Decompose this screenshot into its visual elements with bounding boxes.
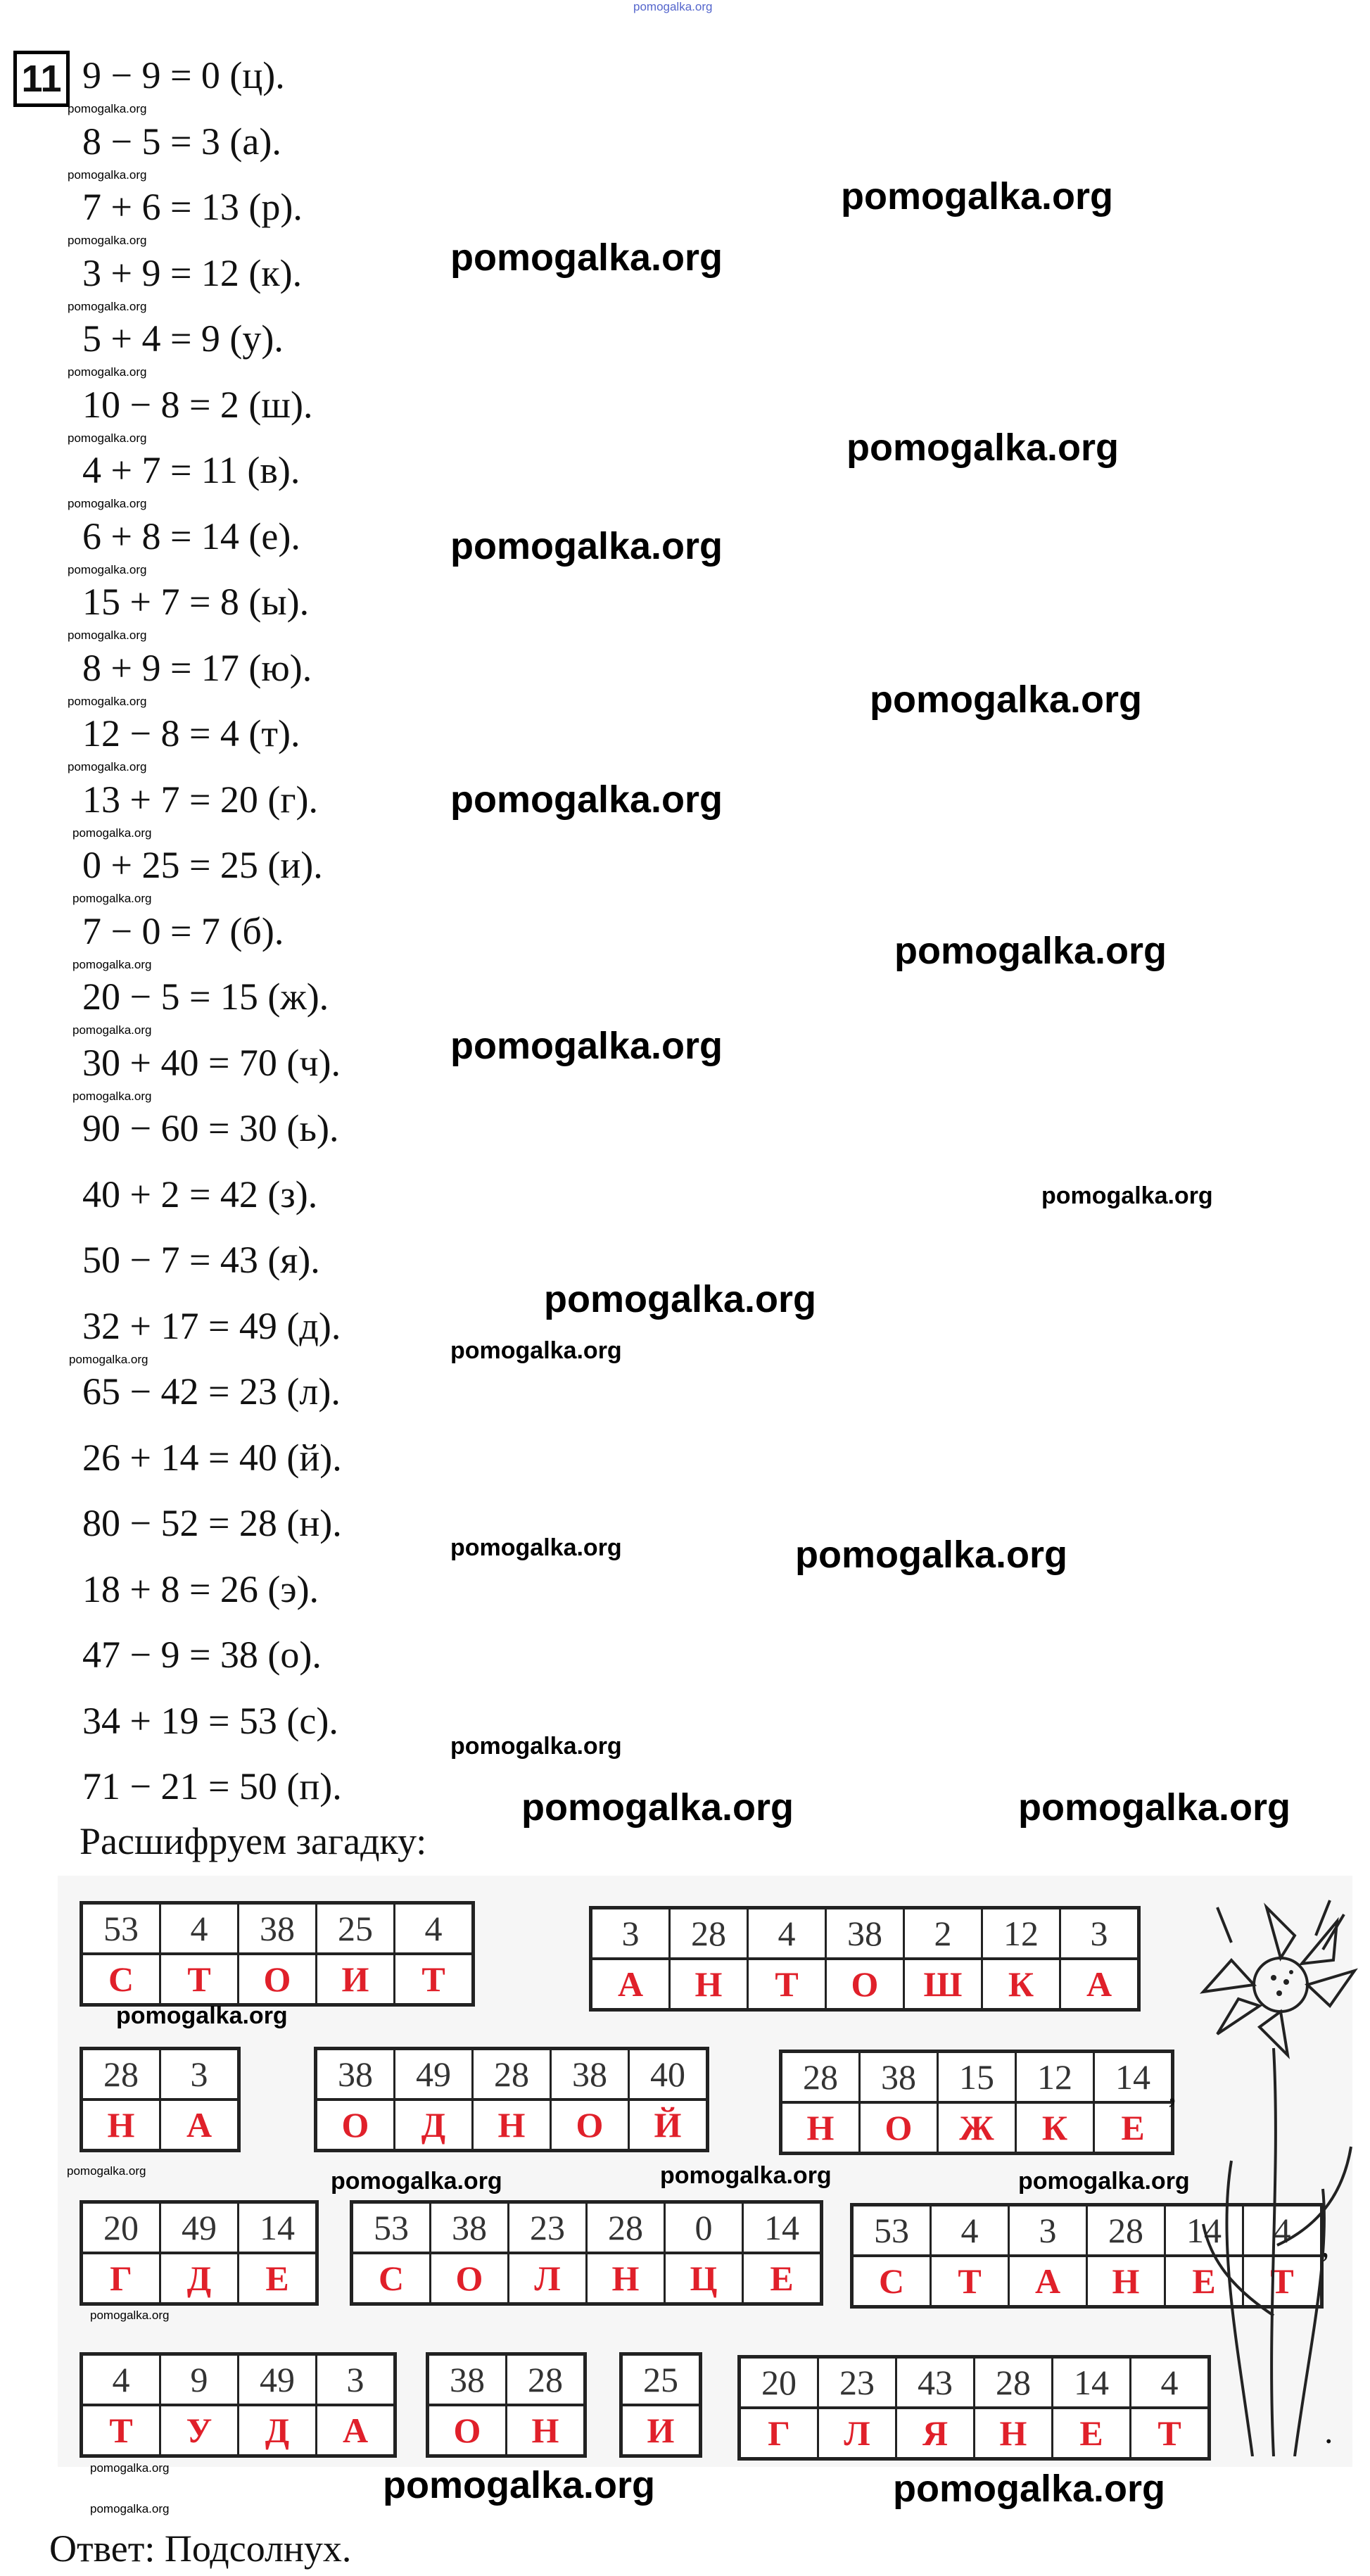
watermark-text: pomogalka.org <box>1018 1786 1291 1829</box>
watermark-text: pomogalka.org <box>68 168 147 182</box>
watermark-text: pomogalka.org <box>90 2309 170 2322</box>
cell-number: 40 <box>630 2050 706 2101</box>
equation-line: 10 − 8 = 2 (ш). <box>82 383 313 426</box>
equation-line: 34 + 19 = 53 (с). <box>82 1699 338 1742</box>
cell-number: 2 <box>905 1909 981 1960</box>
puzzle-cell <box>317 2050 393 2149</box>
cell-letter: Д <box>186 2259 212 2298</box>
watermark-text: pomogalka.org <box>72 1089 152 1103</box>
puzzle-word <box>80 2352 397 2458</box>
watermark-text: pomogalka.org <box>68 299 147 313</box>
cell-letter: Н <box>611 2259 640 2298</box>
watermark-text: pomogalka.org <box>68 234 147 247</box>
cell-number: 38 <box>429 2356 505 2406</box>
puzzle-cell <box>353 2204 429 2302</box>
task-number: 11 <box>13 51 70 107</box>
cell-letter: О <box>455 2259 483 2298</box>
cell-letter: А <box>1086 1964 1112 2004</box>
puzzle-cell <box>973 2359 1051 2457</box>
puzzle-cell <box>237 2356 315 2454</box>
puzzle-cell <box>903 1909 981 2008</box>
cell-number: 38 <box>431 2204 507 2254</box>
watermark-text: pomogalka.org <box>331 2168 502 2195</box>
punctuation-mark: , <box>1168 2070 1177 2109</box>
watermark-text: pomogalka.org <box>521 1786 794 1829</box>
cell-letter: Н <box>1112 2261 1140 2301</box>
cell-number: 3 <box>1061 1909 1137 1960</box>
cell-number: 4 <box>749 1909 825 1960</box>
cell-number: 28 <box>975 2359 1051 2409</box>
cell-number: 38 <box>317 2050 393 2101</box>
puzzle-cell <box>930 2206 1008 2305</box>
header-watermark: pomogalka.org <box>633 0 713 13</box>
cell-number: 12 <box>1017 2053 1093 2104</box>
puzzle-cell <box>664 2204 742 2302</box>
puzzle-cell <box>83 2050 159 2149</box>
cell-letter: К <box>1041 2108 1068 2147</box>
watermark-text: pomogalka.org <box>1018 2168 1190 2195</box>
puzzle-cell <box>1093 2053 1171 2152</box>
puzzle-word <box>350 2200 823 2306</box>
puzzle-cell <box>854 2206 930 2305</box>
puzzle-word <box>426 2352 587 2458</box>
cell-letter: Т <box>1157 2413 1181 2453</box>
equation-line: 4 + 7 = 11 (в). <box>82 449 300 491</box>
cell-number: 43 <box>897 2359 973 2409</box>
watermark-text: pomogalka.org <box>870 678 1143 721</box>
puzzle-word <box>737 2355 1211 2461</box>
equation-line: 26 + 14 = 40 (й). <box>82 1436 342 1479</box>
puzzle-cell <box>315 2356 393 2454</box>
puzzle-cell <box>159 1905 237 2003</box>
puzzle-cell <box>159 2356 237 2454</box>
equation-line: 7 + 6 = 13 (р). <box>82 186 303 228</box>
watermark-text: pomogalka.org <box>450 236 723 279</box>
cell-letter: У <box>186 2411 213 2450</box>
cell-letter: Е <box>1121 2108 1145 2147</box>
puzzle-word <box>589 1906 1141 2012</box>
cell-number: 4 <box>395 1905 471 1955</box>
cell-number: 25 <box>623 2356 699 2406</box>
watermark-text: pomogalka.org <box>841 175 1114 217</box>
cell-letter: Г <box>110 2259 132 2298</box>
cell-number: 28 <box>507 2356 583 2406</box>
puzzle-cell <box>315 1905 393 2003</box>
cell-letter: Н <box>497 2105 526 2145</box>
cell-number: 12 <box>983 1909 1059 1960</box>
cell-number: 38 <box>239 1905 315 1955</box>
puzzle-word <box>619 2352 702 2458</box>
watermark-text: pomogalka.org <box>1041 1182 1213 1209</box>
puzzle-cell <box>237 2204 315 2302</box>
cell-letter: Т <box>109 2411 133 2450</box>
puzzle-cell <box>1051 2359 1129 2457</box>
cell-number: 28 <box>474 2050 550 2101</box>
cell-number: 53 <box>83 1905 159 1955</box>
cell-number: 14 <box>239 2204 315 2254</box>
puzzle-cell <box>1015 2053 1093 2152</box>
cell-letter: О <box>263 1959 291 1999</box>
puzzle-cell <box>741 2359 817 2457</box>
cell-number: 4 <box>83 2356 159 2406</box>
watermark-text: pomogalka.org <box>450 1337 622 1364</box>
watermark-text: pomogalka.org <box>893 2468 1166 2510</box>
cell-letter: Е <box>1192 2261 1216 2301</box>
watermark-text: pomogalka.org <box>450 525 723 567</box>
puzzle-word <box>80 2047 241 2152</box>
puzzle-cell <box>159 2204 237 2302</box>
cell-letter: Г <box>768 2413 790 2453</box>
cell-number: 53 <box>854 2206 930 2257</box>
cell-letter: Ш <box>923 1964 963 2004</box>
answer-text: Ответ: Подсолнух. <box>49 2527 352 2570</box>
watermark-text: pomogalka.org <box>69 1353 148 1366</box>
equation-line: 12 − 8 = 4 (т). <box>82 712 300 755</box>
puzzle-cell <box>747 1909 825 2008</box>
puzzle-cell <box>817 2359 895 2457</box>
cell-number: 25 <box>317 1905 393 1955</box>
watermark-text: pomogalka.org <box>90 2502 170 2515</box>
cell-letter: О <box>341 2105 369 2145</box>
watermark-text: pomogalka.org <box>68 629 147 642</box>
cell-letter: Т <box>187 1959 211 1999</box>
cell-number: 3 <box>1010 2206 1086 2257</box>
puzzle-cell <box>429 2204 507 2302</box>
cell-letter: С <box>108 1959 134 1999</box>
puzzle-cell <box>895 2359 973 2457</box>
watermark-text: pomogalka.org <box>68 760 147 774</box>
cell-number: 49 <box>395 2050 471 2101</box>
puzzle-cell <box>1086 2206 1164 2305</box>
puzzle-cell <box>393 2050 471 2149</box>
cell-letter: Е <box>770 2259 794 2298</box>
punctuation-mark: . <box>1324 2411 1333 2451</box>
cell-letter: Л <box>534 2259 561 2298</box>
watermark-text: pomogalka.org <box>450 1534 622 1561</box>
puzzle-cell <box>505 2356 583 2454</box>
watermark-text: pomogalka.org <box>72 826 152 840</box>
cell-number: 38 <box>827 1909 903 1960</box>
cell-number: 3 <box>317 2356 393 2406</box>
cell-number: 20 <box>741 2359 817 2409</box>
cell-letter: К <box>1008 1964 1034 2004</box>
puzzle-word <box>314 2047 709 2152</box>
cell-number: 14 <box>744 2204 820 2254</box>
cell-letter: Д <box>265 2411 290 2450</box>
cell-letter: Т <box>1270 2261 1294 2301</box>
cell-letter: Н <box>999 2413 1027 2453</box>
cell-number: 4 <box>161 1905 237 1955</box>
watermark-text: pomogalka.org <box>68 694 147 708</box>
cell-letter: О <box>851 1964 879 2004</box>
watermark-text: pomogalka.org <box>660 2162 832 2189</box>
cell-letter: Н <box>694 1964 723 2004</box>
cell-letter: Т <box>958 2261 982 2301</box>
cell-letter: Ц <box>690 2259 718 2298</box>
equation-line: 65 − 42 = 23 (л). <box>82 1370 341 1413</box>
cell-letter: Н <box>806 2108 835 2147</box>
watermark-text: pomogalka.org <box>795 1534 1068 1576</box>
equation-line: 30 + 40 = 70 (ч). <box>82 1041 341 1084</box>
puzzle-cell <box>858 2053 937 2152</box>
puzzle-cell <box>937 2053 1015 2152</box>
cell-number: 0 <box>666 2204 742 2254</box>
watermark-text: pomogalka.org <box>544 1278 817 1320</box>
puzzle-cell <box>83 2356 159 2454</box>
cell-letter: Т <box>775 1964 799 2004</box>
equation-line: 15 + 7 = 8 (ы). <box>82 581 310 623</box>
cell-letter: Й <box>654 2105 682 2145</box>
puzzle-cell <box>1059 1909 1137 2008</box>
equation-line: 8 − 5 = 3 (а). <box>82 120 281 163</box>
puzzle-cell <box>742 2204 820 2302</box>
cell-number: 38 <box>861 2053 937 2104</box>
puzzle-cell <box>83 1905 159 2003</box>
puzzle-cell <box>507 2204 585 2302</box>
equation-line: 80 − 52 = 28 (н). <box>82 1502 342 1544</box>
puzzle-cell <box>623 2356 699 2454</box>
watermark-text: pomogalka.org <box>68 497 147 510</box>
watermark-text: pomogalka.org <box>846 427 1120 469</box>
watermark-text: pomogalka.org <box>116 2002 288 2029</box>
cell-letter: С <box>378 2259 405 2298</box>
cell-letter: А <box>342 2411 369 2450</box>
cell-letter: Н <box>107 2105 135 2145</box>
equation-line: 0 + 25 = 25 (и). <box>82 844 323 886</box>
cell-number: 28 <box>588 2204 664 2254</box>
puzzle-cell <box>393 1905 471 2003</box>
equation-line: 8 + 9 = 17 (ю). <box>82 646 312 689</box>
cell-number: 15 <box>939 2053 1015 2104</box>
cell-letter: Л <box>844 2413 870 2453</box>
cell-number: 49 <box>161 2204 237 2254</box>
watermark-text: pomogalka.org <box>450 1733 622 1760</box>
puzzle-cell <box>550 2050 628 2149</box>
puzzle-cell <box>981 1909 1059 2008</box>
cell-letter: Е <box>265 2259 289 2298</box>
cell-letter: И <box>647 2411 675 2450</box>
riddle-label: Расшифруем загадку: <box>80 1820 427 1862</box>
punctuation-mark: , <box>1321 2225 1330 2264</box>
puzzle-cell <box>585 2204 664 2302</box>
cell-letter: О <box>884 2108 913 2147</box>
cell-letter: О <box>576 2105 604 2145</box>
watermark-text: pomogalka.org <box>450 778 723 821</box>
puzzle-cell <box>159 2050 237 2149</box>
equation-line: 71 − 21 = 50 (п). <box>82 1765 342 1807</box>
equation-line: 32 + 17 = 49 (д). <box>82 1304 341 1347</box>
cell-number: 28 <box>83 2050 159 2101</box>
cell-number: 9 <box>161 2356 237 2406</box>
cell-number: 28 <box>671 1909 747 1960</box>
equation-line: 47 − 9 = 38 (о). <box>82 1634 322 1676</box>
cell-letter: Ж <box>959 2108 994 2147</box>
equation-line: 6 + 8 = 14 (е). <box>82 514 300 557</box>
watermark-text: pomogalka.org <box>67 2164 146 2178</box>
cell-number: 20 <box>83 2204 159 2254</box>
cell-letter: О <box>453 2411 481 2450</box>
cell-number: 28 <box>782 2053 858 2104</box>
puzzle-cell <box>668 1909 747 2008</box>
equation-line: 5 + 4 = 9 (у). <box>82 317 284 360</box>
cell-letter: И <box>341 1959 369 1999</box>
puzzle-cell <box>237 1905 315 2003</box>
puzzle-cell <box>825 1909 903 2008</box>
watermark-text: pomogalka.org <box>68 431 147 445</box>
equation-line: 13 + 7 = 20 (г). <box>82 778 319 821</box>
equation-line: 9 − 9 = 0 (ц). <box>82 54 285 96</box>
cell-letter: Д <box>421 2105 446 2145</box>
puzzle-cell <box>628 2050 706 2149</box>
cell-number: 23 <box>509 2204 585 2254</box>
watermark-text: pomogalka.org <box>894 930 1167 972</box>
equation-line: 90 − 60 = 30 (ь). <box>82 1107 339 1149</box>
cell-number: 4 <box>932 2206 1008 2257</box>
cell-letter: А <box>1034 2261 1061 2301</box>
cell-number: 53 <box>353 2204 429 2254</box>
puzzle-word <box>80 2200 319 2306</box>
cell-letter: Т <box>421 1959 445 1999</box>
watermark-text: pomogalka.org <box>72 1023 152 1037</box>
watermark-text: pomogalka.org <box>450 1025 723 1067</box>
cell-letter: А <box>186 2105 213 2145</box>
watermark-text: pomogalka.org <box>72 957 152 971</box>
cell-number: 3 <box>592 1909 668 1960</box>
cell-letter: Е <box>1079 2413 1103 2453</box>
cell-number: 3 <box>161 2050 237 2101</box>
cell-letter: С <box>878 2261 905 2301</box>
puzzle-cell <box>471 2050 550 2149</box>
cell-number: 14 <box>1095 2053 1171 2104</box>
cell-number: 4 <box>1131 2359 1207 2409</box>
equation-line: 20 − 5 = 15 (ж). <box>82 976 329 1018</box>
equation-line: 18 + 8 = 26 (э). <box>82 1567 319 1610</box>
watermark-text: pomogalka.org <box>72 892 152 905</box>
cell-number: 14 <box>1166 2206 1242 2257</box>
watermark-text: pomogalka.org <box>68 562 147 576</box>
cell-letter: А <box>617 1964 644 2004</box>
equation-line: 40 + 2 = 42 (з). <box>82 1173 318 1216</box>
cell-number: 28 <box>1088 2206 1164 2257</box>
cell-number: 49 <box>239 2356 315 2406</box>
watermark-text: pomogalka.org <box>90 2461 170 2475</box>
equation-line: 3 + 9 = 12 (к). <box>82 251 303 294</box>
watermark-text: pomogalka.org <box>68 102 147 115</box>
equation-line: 7 − 0 = 7 (б). <box>82 909 284 952</box>
equation-line: 50 − 7 = 43 (я). <box>82 1239 320 1281</box>
puzzle-cell <box>782 2053 858 2152</box>
puzzle-cell <box>83 2204 159 2302</box>
cell-number: 23 <box>819 2359 895 2409</box>
cell-number: 4 <box>1244 2206 1320 2257</box>
watermark-text: pomogalka.org <box>383 2464 656 2506</box>
cell-number: 38 <box>552 2050 628 2101</box>
sunflower-illustration <box>1189 1893 1358 2456</box>
puzzle-cell <box>1008 2206 1086 2305</box>
cell-number: 14 <box>1053 2359 1129 2409</box>
watermark-text: pomogalka.org <box>68 365 147 379</box>
puzzle-word <box>779 2050 1174 2155</box>
puzzle-cell <box>592 1909 668 2008</box>
puzzle-cell <box>429 2356 505 2454</box>
puzzle-word <box>80 1901 475 2007</box>
cell-letter: Я <box>922 2413 949 2453</box>
cell-letter: Н <box>531 2411 559 2450</box>
